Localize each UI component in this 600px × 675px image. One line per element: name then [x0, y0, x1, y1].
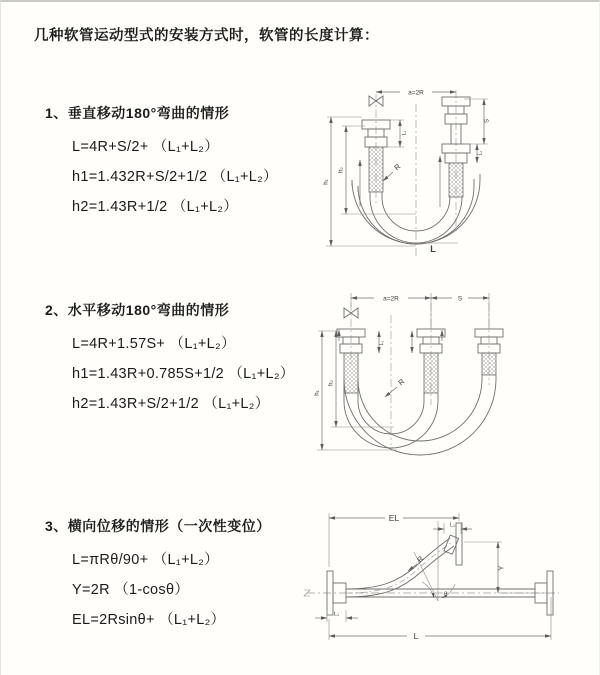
label-l1-top: L₁ — [450, 522, 455, 529]
section-2-heading: 2、水平移动180°弯曲的情形 — [45, 302, 230, 318]
centerlines — [351, 303, 489, 445]
label-a2r: a=2R — [408, 89, 424, 97]
label-s: S — [457, 295, 463, 303]
section-1-formula-L: L=4R+S/2+ （L₁+L₂） — [72, 139, 220, 155]
section-1-formula-h1: h1=1.432R+S/2+1/2 （L₁+L₂） — [72, 169, 278, 185]
dimension-end-right — [477, 144, 484, 163]
dimension-end-left — [379, 120, 408, 147]
page-title: 几种软管运动型式的安装方式时，软管的长度计算： — [34, 28, 379, 44]
section-3-formula-Y: Y=2R （1-cosθ） — [72, 582, 190, 598]
label-s: S — [484, 118, 491, 124]
section-2-formula-h2: h2=1.43R+S/2+1/2 （L₁+L₂） — [72, 396, 270, 412]
radius-callout — [383, 162, 403, 181]
dimension-stroke — [431, 296, 489, 303]
label-l: L — [413, 631, 419, 641]
label-el: EL — [388, 513, 400, 523]
section-2-formula-h1: h1=1.43R+0.785S+1/2 （L₁+L₂） — [72, 366, 295, 382]
radius-callout — [385, 377, 407, 397]
section-3-heading: 3、横向位移的情形（一次性变位） — [45, 518, 271, 534]
dimension-el — [329, 513, 459, 567]
label-l1-right: L₁ — [477, 150, 484, 156]
section-1-heading: 1、垂直移动180°弯曲的情形 — [45, 105, 230, 121]
label-h1: h₁ — [314, 390, 321, 396]
label-a2r: a=2R — [383, 295, 399, 303]
radius-callout — [408, 554, 426, 571]
dimension-width — [351, 293, 489, 329]
label-l1-left: L₁ — [401, 130, 408, 136]
hose-curves — [344, 375, 496, 455]
dimension-end-top — [433, 523, 472, 535]
diagram-vertical-180-bend — [316, 74, 566, 262]
section-1-formula-h2: h2=1.43R+1/2 （L₁+L₂） — [72, 199, 239, 215]
dimension-end — [379, 331, 412, 353]
section-2 — [45, 300, 345, 419]
label-l: L — [430, 244, 436, 254]
section-2-formula-L: L=4R+1.57S+ （L₁+L₂） — [72, 336, 236, 352]
label-l1-bottom: L₁ — [334, 611, 339, 618]
diagram-horizontal-180-bend — [312, 285, 572, 457]
movement-arrows — [339, 330, 442, 341]
label-h2: h₂ — [328, 380, 335, 386]
label-r: R — [415, 554, 426, 565]
label-theta: θ — [444, 592, 448, 598]
label-h1: h₁ — [323, 179, 330, 185]
dimension-end-bottom — [315, 610, 358, 622]
label-r: R — [392, 161, 403, 173]
length-label — [411, 243, 458, 254]
section-3 — [45, 516, 345, 635]
hose-displaced — [347, 523, 462, 597]
label-r: R — [396, 376, 407, 388]
dimension-length — [329, 597, 551, 641]
section-3-formula-L: L=πRθ/90+ （L₁+L₂） — [72, 552, 219, 568]
label-y: Y — [498, 565, 506, 571]
dimension-width — [376, 90, 456, 97]
section-3-formula-EL: EL=2Rsinθ+ （L₁+L₂） — [72, 612, 226, 628]
label-h2: h₂ — [338, 167, 345, 173]
section-1 — [45, 103, 345, 222]
dimension-offset — [464, 542, 547, 593]
label-l1: L₁ — [379, 340, 385, 346]
diagram-lateral-displacement — [301, 505, 596, 645]
